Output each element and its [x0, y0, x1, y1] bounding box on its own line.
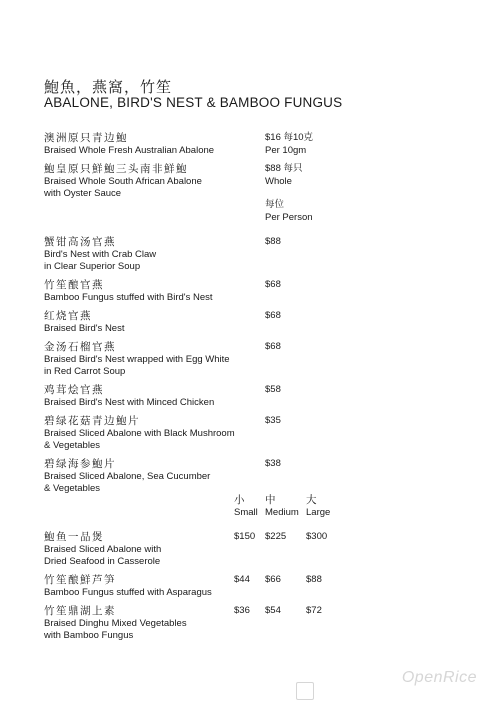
dish-price: $68	[265, 279, 281, 290]
dish-name-english: Braised Bird's Nest with Minced Chicken	[44, 397, 215, 408]
dish-price: $88 每只	[265, 163, 303, 174]
dish-name-english: Braised Sliced Abalone with Black Mushroom	[44, 428, 235, 439]
dish-name-english-cont: & Vegetables	[44, 440, 100, 451]
size-medium-chinese: 中	[265, 494, 276, 506]
dish-name-english-cont: Dried Seafood in Casserole	[44, 556, 161, 567]
price-small: $36	[234, 605, 250, 616]
price-large: $88	[306, 574, 322, 585]
size-large-english: Large	[306, 507, 331, 518]
seal-stamp-icon	[296, 682, 314, 700]
dish-price: $58	[265, 384, 281, 395]
price-small: $150	[234, 531, 256, 542]
size-large-chinese: 大	[306, 494, 317, 506]
dish-name-english-cont: in Clear Superior Soup	[44, 261, 141, 272]
price-note-chinese: 每位	[265, 199, 285, 210]
dish-price: $38	[265, 458, 281, 469]
dish-name-english: Braised Bird's Nest	[44, 323, 125, 334]
price-medium: $66	[265, 574, 281, 585]
dish-price: $35	[265, 415, 281, 426]
dish-name-english-cont: with Oyster Sauce	[44, 188, 122, 199]
dish-price: $16 每10克	[265, 132, 314, 143]
dish-price-unit: Whole	[265, 176, 292, 187]
price-medium: $225	[265, 531, 287, 542]
dish-name-english: Braised Whole South African Abalone	[44, 176, 202, 187]
openrice-watermark: OpenRice	[401, 669, 477, 686]
dish-name-chinese: 竹笙酿官燕	[44, 279, 104, 291]
dish-name-english: Braised Dinghu Mixed Vegetables	[44, 618, 187, 629]
dish-name-english-cont: with Bamboo Fungus	[44, 630, 134, 641]
dish-price: $68	[265, 341, 281, 352]
dish-name-chinese: 鸡茸烩官燕	[44, 384, 104, 396]
dish-name-chinese: 红烧官燕	[44, 310, 92, 322]
section-title-english: ABALONE, BIRD'S NEST & BAMBOO FUNGUS	[44, 95, 343, 110]
dish-name-chinese: 竹笙酿鮮芦笋	[44, 574, 116, 586]
price-note-english: Per Person	[265, 212, 313, 223]
dish-name-chinese: 碧绿花菇青边鮑片	[44, 415, 140, 427]
dish-name-english: Braised Bird's Nest wrapped with Egg White	[44, 354, 230, 365]
dish-name-english-cont: & Vegetables	[44, 483, 100, 494]
price-large: $300	[306, 531, 328, 542]
dish-name-english: Bamboo Fungus stuffed with Asparagus	[44, 587, 212, 598]
dish-price: $68	[265, 310, 281, 321]
section-title-chinese: 鮑魚，燕窩，竹笙	[44, 79, 173, 96]
dish-name-chinese: 金汤石榴官燕	[44, 341, 116, 353]
dish-price: $88	[265, 236, 281, 247]
size-small-chinese: 小	[234, 494, 245, 506]
dish-price-unit: Per 10gm	[265, 145, 307, 156]
size-medium-english: Medium	[265, 507, 299, 518]
dish-name-chinese: 竹笙鼎湖上素	[44, 605, 116, 617]
dish-name-english-cont: in Red Carrot Soup	[44, 366, 126, 377]
dish-name-chinese: 碧绿海参鮑片	[44, 458, 116, 470]
dish-name-chinese: 鮑鱼一品煲	[44, 531, 104, 543]
dish-name-english: Braised Sliced Abalone with	[44, 544, 162, 555]
dish-name-chinese: 蟹钳高汤官燕	[44, 236, 116, 248]
price-large: $72	[306, 605, 322, 616]
dish-name-chinese: 澳洲原只青边鮑	[44, 132, 128, 144]
dish-name-english: Bird's Nest with Crab Claw	[44, 249, 157, 260]
dish-name-english: Braised Sliced Abalone, Sea Cucumber	[44, 471, 211, 482]
size-small-english: Small	[234, 507, 258, 518]
price-medium: $54	[265, 605, 281, 616]
dish-name-english: Bamboo Fungus stuffed with Bird's Nest	[44, 292, 213, 303]
dish-name-chinese: 鮑皇原只鮮鮑三头南非鮮鮑	[44, 163, 188, 175]
dish-name-english: Braised Whole Fresh Australian Abalone	[44, 145, 215, 156]
price-small: $44	[234, 574, 250, 585]
